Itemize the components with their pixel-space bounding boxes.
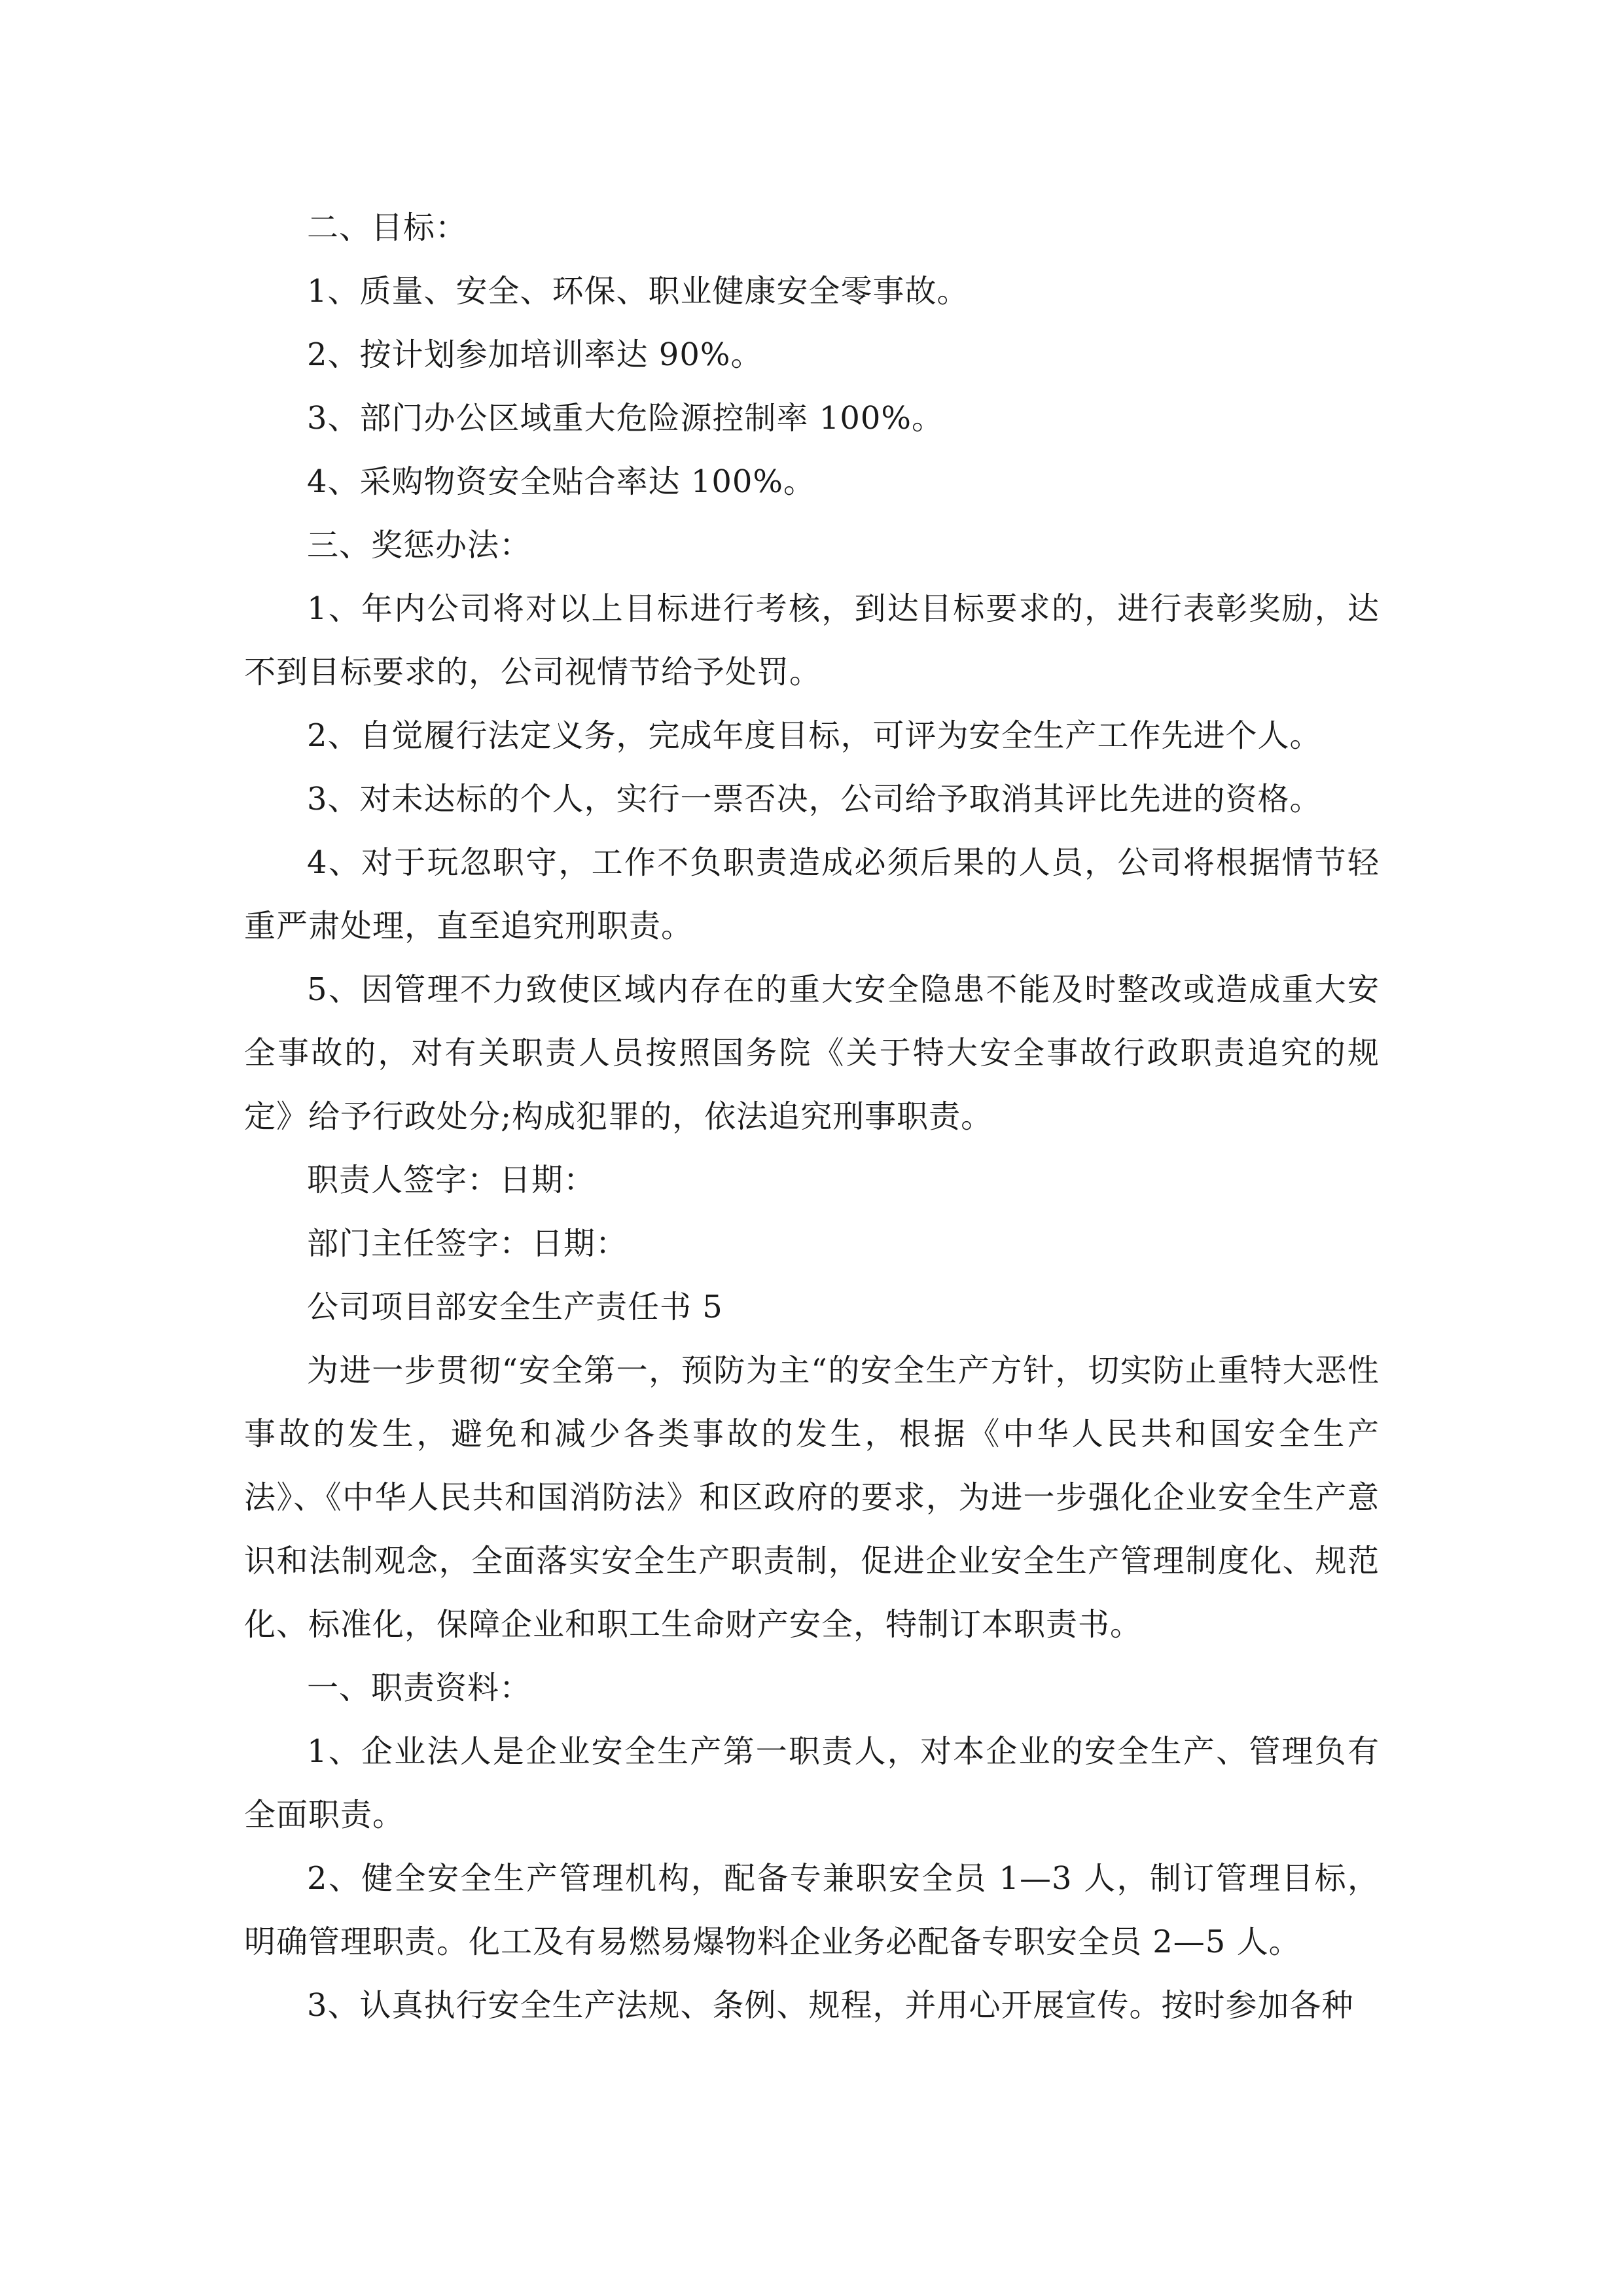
signature-line-director: 部门主任签字：日期： — [307, 1225, 628, 1262]
goal-item-3: 3、部门办公区域重大危险源控制率 100%。 — [307, 400, 944, 437]
goal-item-2: 2、按计划参加培训率达 90%。 — [307, 336, 763, 373]
intro-paragraph: 为进一步贯彻“安全第一，预防为主“的安全生产方针，切实防止重特大恶性事故的发生，避免和减少各类事故的发生，根据《中华人民共和国安全生产法》、《中华人民共和国消防法》和区政府的要求，为进一步强化企业安全生产意识和法制观念，全面落实安全生产职责制，促进企业安全生产管理制度化、规范化、标准化，保障企业和职工生命财产安全，特制订本职责书。 — [244, 1352, 1380, 1643]
reward-item-4: 4、对于玩忽职守，工作不负职责造成必须后果的人员，公司将根据情节轻重严肃处理，直至追究刑职责。 — [244, 844, 1380, 944]
responsibility-item-2: 2、健全安全生产管理机构，配备专兼职安全员 1—3 人，制订管理目标，明确管理职责。化工及有易燃易爆物料企业务必配备专职安全员 2—5 人。 — [244, 1860, 1380, 1960]
responsibility-item-1: 1、企业法人是企业安全生产第一职责人，对本企业的安全生产、管理负有全面职责。 — [244, 1733, 1380, 1833]
reward-item-1: 1、年内公司将对以上目标进行考核，到达目标要求的，进行表彰奖励，达不到目标要求的，公司视情节给予处罚。 — [244, 590, 1380, 691]
document-title: 公司项目部安全生产责任书 5 — [307, 1289, 723, 1325]
reward-item-3: 3、对未达标的个人，实行一票否决，公司给予取消其评比先进的资格。 — [307, 781, 1322, 817]
goal-item-1: 1、质量、安全、环保、职业健康安全零事故。 — [307, 273, 969, 310]
section-heading-responsibilities: 一、职责资料： — [307, 1670, 532, 1706]
reward-item-5: 5、因管理不力致使区域内存在的重大安全隐患不能及时整改或造成重大安全事故的，对有关职责人员按照国务院《关于特大安全事故行政职责追究的规定》给予行政处分;构成犯罪的，依法追究刑事职责。 — [244, 971, 1380, 1135]
section-heading-rewards: 三、奖惩办法： — [307, 527, 532, 564]
section-heading-goals: 二、目标： — [307, 209, 468, 246]
document-body — [244, 196, 1380, 2037]
goal-item-4: 4、采购物资安全贴合率达 100%。 — [307, 463, 816, 500]
reward-item-2: 2、自觉履行法定义务，完成年度目标，可评为安全生产工作先进个人。 — [307, 717, 1322, 754]
responsibility-item-3: 3、认真执行安全生产法规、条例、规程，并用心开展宣传。按时参加各种 — [307, 1987, 1354, 2024]
signature-line-responsible: 职责人签字：日期： — [307, 1162, 596, 1198]
